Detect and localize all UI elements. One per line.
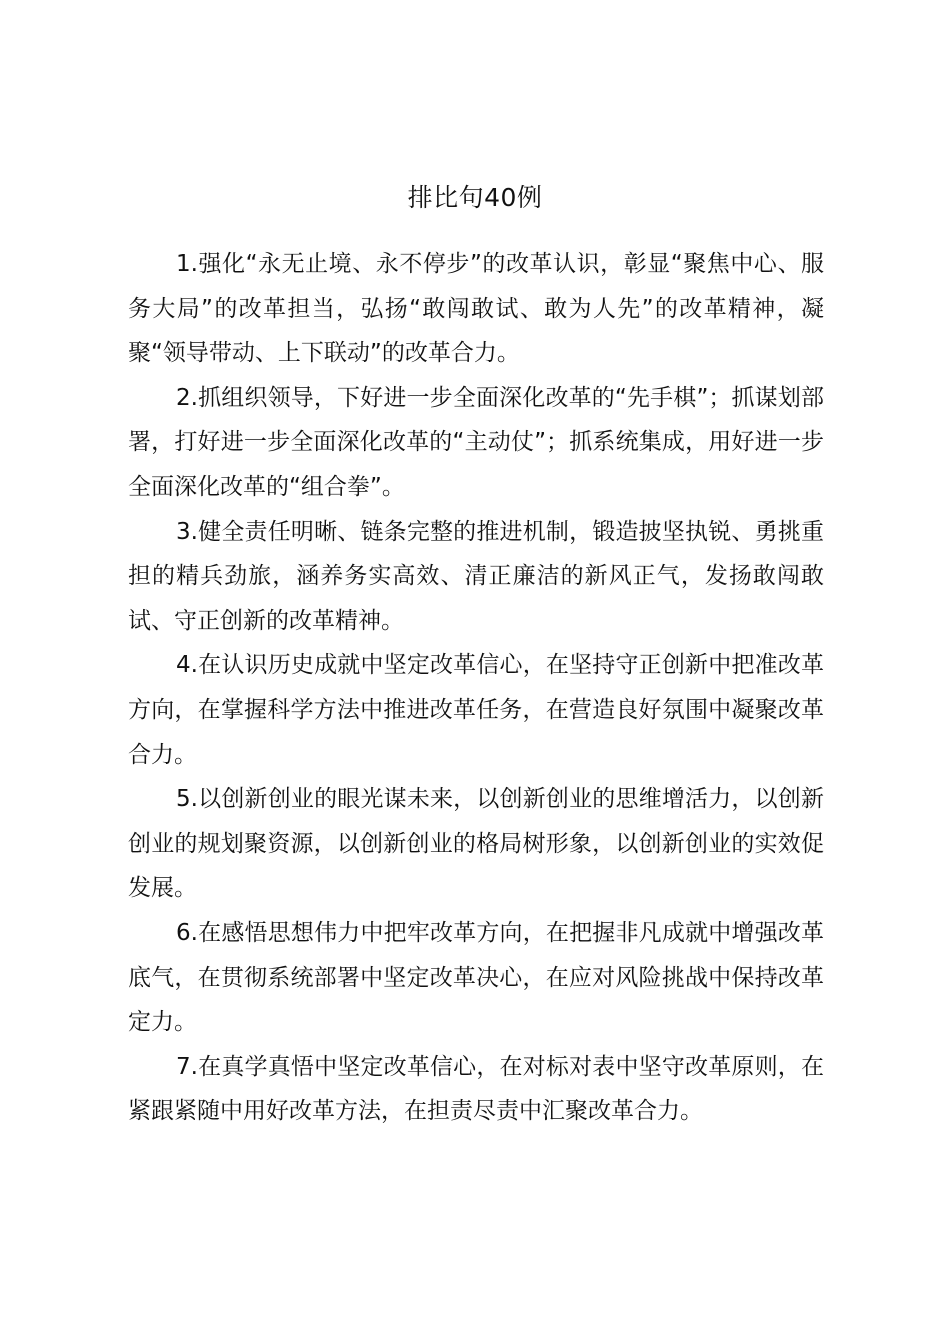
paragraph-3: 3.健全责任明晰、链条完整的推进机制，锻造披坚执锐、勇挑重担的精兵劲旅，涵养务实高效、清正廉洁的新风正气，发扬敢闯敢试、守正创新的改革精神。 — [128, 518, 824, 634]
paragraph-6: 6.在感悟思想伟力中把牢改革方向，在把握非凡成就中增强改革底气，在贯彻系统部署中坚定改革决心，在应对风险挑战中保持改革定力。 — [128, 919, 824, 1036]
paragraph-4: 4.在认识历史成就中坚定改革信心，在坚持守正创新中把准改革方向，在掌握科学方法中推进改革任务，在营造良好氛围中凝聚改革合力。 — [128, 652, 824, 768]
paragraph-7: 7.在真学真悟中坚定改革信心，在对标对表中坚守改革原则，在紧跟紧随中用好改革方法，在担责尽责中汇聚改革合力。 — [128, 1053, 824, 1125]
page-title: 排比句40例 — [407, 183, 543, 212]
document-body — [128, 242, 824, 1134]
paragraph-1: 1.强化“永无止境、永不停步”的改革认识，彰显“聚焦中心、服务大局”的改革担当，弘扬“敢闯敢试、敢为人先”的改革精神，凝聚“领导带动、上下联动”的改革合力。 — [128, 251, 824, 367]
paragraph-5: 5.以创新创业的眼光谋未来，以创新创业的思维增活力，以创新创业的规划聚资源，以创新创业的格局树形象，以创新创业的实效促发展。 — [128, 786, 824, 902]
paragraph-2: 2.抓组织领导，下好进一步全面深化改革的“先手棋”；抓谋划部署，打好进一步全面深化改革的“主动仗”；抓系统集成，用好进一步全面深化改革的“组合拳”。 — [128, 384, 824, 500]
